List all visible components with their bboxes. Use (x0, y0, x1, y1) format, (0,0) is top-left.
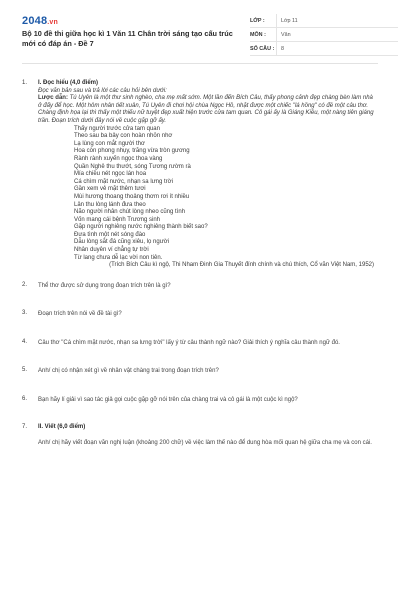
question-text: Bạn hãy lí giải vì sao tác giả gọi cuộc gặp gỡ nói trên của chàng trai và cô gái là một cuộc kì ngộ? (38, 396, 298, 403)
question-6 (22, 396, 378, 406)
question-text: Anh/ chị hãy viết đoạn văn nghị luận (khoảng 200 chữ) về việc làm thế nào để dung hòa mối quan hệ giữa cha mẹ và con cái. (38, 439, 372, 446)
poem-line: Gặp người nghiêng nước nghiêng thành biết sao? (74, 224, 208, 231)
poem-line: Cá chìm mặt nước, nhạn sa lưng trời (74, 178, 173, 185)
question-text: Đoạn trích trên nói về đề tài gì? (38, 311, 122, 318)
poem-line: Lân thu lòng lánh đưa theo (74, 201, 146, 208)
reading-summary: Lược dẫn: Tú Uyên là một thư sinh nghèo, cha mẹ mất sớm. Một lần đến Bích Câu, thấy phong cảnh đẹp chàng bèn làm nhà ở đấy để học. Một hôm nhân tiết xuân, Tú Uyên đi chơi hội chùa Ngọc Hồ, nhặt được một chiếc "lá hồng" có đề một câu thơ. Chàng định họa lại thì thấy một thiếu nữ tuyệt đẹp xuất hiện trước cửa tam quan. Cô gái ấy là Giáng Kiều, một nàng tiên giáng trần. Đoạn trích dưới đây nói về cuộc gặp gỡ ấy. (38, 95, 374, 124)
meta-row-class: LỚP : Lớp 11 (250, 14, 398, 28)
poem-line: Từ lang chưa dễ lạc vời non tiên. (74, 254, 163, 261)
poem-line: Nhân duyên ví chẳng tự trời (74, 247, 149, 254)
question-number: 3. (22, 310, 28, 317)
poem-line: Rành rành xuyến ngọc thoa vàng (74, 155, 163, 162)
document-title: Bộ 10 đề thi giữa học kì 1 Văn 11 Chân trời sáng tạo cấu trúc mới có đáp án - Đề 7 (22, 29, 233, 48)
poem-excerpt (74, 126, 378, 263)
question-1 (22, 80, 378, 270)
poem-line: Vốn mang cái bệnh Trương sinh (74, 216, 161, 223)
question-number: 5. (22, 367, 28, 374)
poem-line: Đưa tình một nét sóng đào (74, 231, 146, 238)
poem-line: Thấy người trước cửa tam quan (74, 125, 160, 132)
question-text: Câu thơ "Cá chìm mặt nước, nhạn sa lưng trời" lấy ý từ câu thành ngữ nào? Giải thích ý nghĩa câu thành ngữ đó. (38, 339, 340, 346)
site-logo[interactable]: 2048.vn (22, 15, 58, 27)
question-text: Anh/ chị có nhận xét gì về nhân vật chàng trai trong đoạn trích trên? (38, 368, 219, 375)
question-number: 1. (22, 80, 28, 86)
question-number: 4. (22, 338, 28, 345)
question-4 (22, 339, 378, 349)
poem-line: Hoa còn phong nhụy, trăng vừa tròn gương (74, 148, 190, 155)
question-2 (22, 282, 378, 292)
question-list (22, 282, 378, 406)
poem-line: Mùi hương thoang thoảng thơm rơi ít nhiều (74, 193, 190, 200)
reading-instruction: Đọc văn bản sau và trả lời các câu hỏi bên dưới: (38, 87, 167, 94)
question-5 (22, 367, 378, 377)
poem-line: Lạ lùng con mắt người thơ (74, 140, 145, 147)
section-title-reading: I. Đọc hiểu (4,0 điểm) (38, 80, 99, 86)
poem-line: Não người nhân chút lòng nheo cũng tình (74, 209, 186, 216)
exam-content (22, 64, 378, 448)
question-text: Thể thơ được sử dụng trong đoạn trích trên là gì? (38, 282, 171, 289)
question-3 (22, 310, 378, 320)
poem-line: Dẫu lòng sắt đá cũng xiêu, lọ người (74, 239, 170, 246)
document-meta (250, 14, 398, 56)
document-header (22, 0, 378, 64)
poem-line: Quần Nghê thu thướt, sóng Tương rườm rà (74, 163, 191, 170)
meta-row-question-count: SỐ CÂU : 8 (250, 42, 398, 56)
section-title-writing: II. Viết (6,0 điểm) (38, 424, 86, 431)
poem-line: Theo sau ba bảy con hoàn nhỏn nhơ (74, 133, 173, 140)
meta-row-subject: MÔN : Văn (250, 28, 398, 42)
question-number: 6. (22, 395, 28, 402)
question-number: 7. (22, 424, 28, 431)
poem-source: (Trích Bích Câu kì ngộ, Thi Nham Đinh Gia Thuyết đính chính và chú thích, Cổ văn Việt Nam, 1952) (109, 262, 374, 269)
poem-line: Gần xem vẻ mặt thêm tươi (74, 186, 146, 193)
question-7 (22, 424, 378, 448)
question-number: 2. (22, 281, 28, 288)
poem-line: Mía chiều nét ngọc lán hoa (74, 171, 147, 178)
